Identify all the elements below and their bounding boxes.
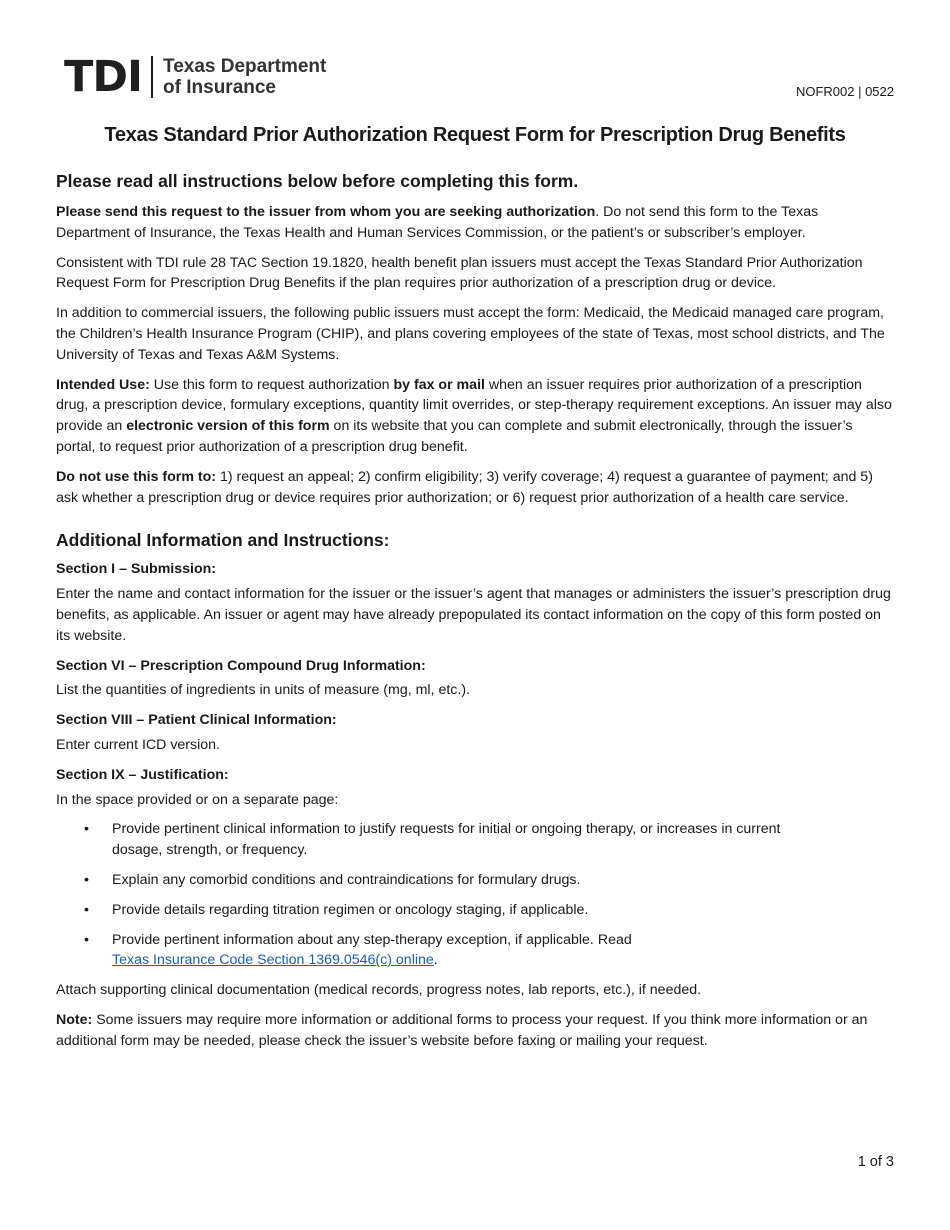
- bullet-icon: •: [84, 901, 89, 918]
- paragraph-attach: Attach supporting clinical documentation (medical records, progress notes, lab reports, etc.), if needed.: [56, 982, 702, 999]
- section-9-text: In the space provided or on a separate page:: [56, 791, 339, 808]
- list-item: • Provide pertinent information about any step-therapy exception, if applicable. Read Texas Insurance Code Section 1369.0546(c) online.: [84, 931, 632, 969]
- additional-heading: Additional Information and Instructions:: [56, 530, 390, 551]
- paragraph-send-request: Please send this request to the issuer from whom you are seeking authorization. Do not send this form to the Texas Department of Insurance, the Texas Health and Human Services Commission, or the patient’s or subscriber’s employer.: [56, 204, 819, 241]
- page-header: [64, 52, 894, 105]
- section-1-text: Enter the name and contact information for the issuer or the issuer’s agent that manages or administers the issuer’s prescription drug benefits, as applicable. An issuer or agent may have already prepopulated its contact information on the copy of this form posted on its website.: [56, 586, 891, 644]
- page-number: 1 of 3: [857, 1154, 894, 1170]
- paragraph-public-issuers: In addition to commercial issuers, the following public issuers must accept the form: Medicaid, the Medicaid managed care program, the Children’s Health Insurance Program (CHIP), and plans covering employees of the state of Texas, most school districts, and The University of Texas and Texas A&M Systems.: [56, 305, 885, 363]
- justification-list: [56, 819, 894, 971]
- paragraph-intended-use: Intended Use: Use this form to request authorization by fax or mail when an issuer requires prior authorization of a prescription drug, a prescription device, formulary exceptions, quantity limit overrides, or step-therapy requirement exceptions. An issuer may also provide an electronic version of this form on its website that you can complete and submit electronically, through the issuer’s portal, to request prior authorization of a prescription drug benefit.: [56, 376, 892, 455]
- section-8-heading: Section VIII – Patient Clinical Information:: [56, 712, 337, 729]
- list-item: • Explain any comorbid conditions and contraindications for formulary drugs.: [56, 870, 894, 891]
- page-title: Texas Standard Prior Authorization Request Form for Prescription Drug Benefits: [104, 124, 846, 146]
- paragraph-note: Note: Some issuers may require more information or additional forms to process your request. If you think more information or an additional form may be needed, please check the issuer’s website before faxing or mailing your request.: [56, 1011, 868, 1049]
- bullet-icon: •: [84, 931, 89, 948]
- insurance-code-link[interactable]: Texas Insurance Code Section 1369.0546(c) online: [112, 952, 434, 969]
- section-6-text: List the quantities of ingredients in units of measure (mg, ml, etc.).: [56, 682, 470, 699]
- bullet-icon: •: [84, 871, 89, 888]
- logo-text: Texas Department of Insurance: [163, 56, 327, 98]
- form-code: NOFR002 | 0522: [795, 84, 894, 99]
- section-8-text: Enter current ICD version.: [56, 736, 221, 753]
- paragraph-do-not-use: Do not use this form to: 1) request an appeal; 2) confirm eligibility; 3) verify coverage; 4) request a guarantee of payment; and 5) ask whether a prescription drug or device requires prior authorization; or 6) request prior authorization of a health care service.: [56, 468, 873, 506]
- list-item: • Provide pertinent clinical information to justify requests for initial or ongoing therapy, or increases in current dosage, strength, or frequency.: [84, 821, 781, 859]
- tdi-logo: [64, 52, 327, 102]
- bullet-icon: •: [84, 821, 89, 838]
- logo-divider: [151, 56, 153, 98]
- logo-mark: TDI: [64, 52, 143, 102]
- section-9-heading: Section IX – Justification:: [56, 766, 229, 783]
- section-1-heading: Section I – Submission:: [56, 561, 217, 578]
- list-item: • Provide details regarding titration regimen or oncology staging, if applicable.: [56, 900, 894, 921]
- instructions-heading: Please read all instructions below before completing this form.: [56, 171, 579, 191]
- section-6-heading: Section VI – Prescription Compound Drug Information:: [56, 657, 426, 674]
- document-body: [56, 170, 894, 1061]
- paragraph-tdi-rule: Consistent with TDI rule 28 TAC Section 19.1820, health benefit plan issuers must accept the Texas Standard Prior Authorization Request Form for Prescription Drug Benefits if the plan requires prior authorization of a prescription drug or device.: [56, 254, 863, 292]
